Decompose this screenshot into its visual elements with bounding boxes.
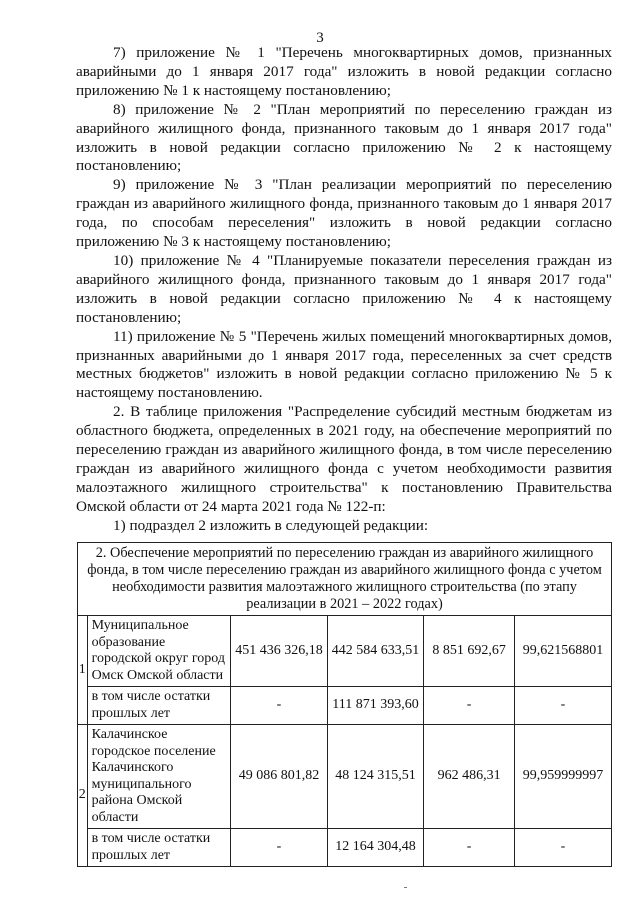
- scan-speck: [404, 887, 407, 888]
- table-row: [78, 687, 612, 725]
- table-title-row: [78, 543, 612, 616]
- value-cell: -: [424, 829, 515, 867]
- municipality-name: Муниципальное образование городской округ город Омск Омской области: [87, 616, 231, 687]
- value-cell: 442 584 633,51: [327, 616, 424, 687]
- row-number: 1: [78, 616, 88, 725]
- table-row: [78, 616, 612, 687]
- value-cell: 49 086 801,82: [231, 725, 328, 829]
- row-number: 2: [78, 725, 88, 867]
- value-cell: 962 486,31: [424, 725, 515, 829]
- subrow-name: в том числе остатки прошлых лет: [87, 687, 231, 725]
- table-row: [78, 725, 612, 829]
- paragraph-item-11: 11) приложение № 5 "Перечень жилых помещений многоквартирных домов, признанных аварийными до 1 января 2017 года, переселенных за счет средств местных бюджетов" изложить в новой редакции согласно приложению № 5 к настоящему постановлению.: [76, 327, 612, 402]
- document-body: [76, 44, 612, 536]
- paragraph-subsection-1: 1) подраздел 2 изложить в следующей редакции:: [113, 516, 429, 534]
- value-cell: 12 164 304,48: [327, 829, 424, 867]
- value-cell: 111 871 393,60: [327, 687, 424, 725]
- value-cell: 48 124 315,51: [327, 725, 424, 829]
- table-row: [78, 829, 612, 867]
- paragraph-item-9: 9) приложение № 3 "План реализации мероприятий по переселению граждан из аварийного жилищного фонда, признанного таковым до 1 января 2017 года, по способам переселения" изложить в новой редакции согласно приложению № 3 к настоящему постановлению;: [76, 176, 612, 251]
- paragraph-item-8: 8) приложение № 2 "План мероприятий по переселению граждан из аварийного жилищного фонда, признанного таковым до 1 января 2017 года" изложить в новой редакции согласно приложению № 2 к настоящему постановлению;: [76, 100, 612, 175]
- subrow-name: в том числе остатки прошлых лет: [87, 829, 231, 867]
- municipality-name: Калачинское городское поселение Калачинского муниципального района Омской области: [87, 725, 231, 829]
- paragraph-item-10: 10) приложение № 4 "Планируемые показатели переселения граждан из аварийного жилищного фонда, признанного таковым до 1 января 2017 года" изложить в новой редакции согласно приложению № 4 к настоящему постановлению;: [76, 251, 612, 326]
- value-cell: -: [424, 687, 515, 725]
- subsidy-table: [77, 542, 612, 867]
- value-cell: 8 851 692,67: [424, 616, 515, 687]
- paragraph-section-2: 2. В таблице приложения "Распределение субсидий местным бюджетам из областного бюджета, определенных в 2021 году, на обеспечение мероприятий по переселению граждан из аварийного жилищного фонда, в том числе переселению граждан из аварийного жилищного фонда с учетом необходимости развития малоэтажного жилищного строительства" к постановлению Правительства Омской области от 24 марта 2021 года № 122-п:: [76, 403, 612, 515]
- value-cell: -: [231, 829, 328, 867]
- value-cell: -: [514, 829, 611, 867]
- value-cell: -: [231, 687, 328, 725]
- table-title: 2. Обеспечение мероприятий по переселению граждан из аварийного жилищного фонда, в том числе переселению граждан из аварийного жилищного фонда с учетом необходимости развития малоэтажного жилищного строительства (по этапу реализации в 2021 – 2022 годах): [78, 543, 612, 616]
- value-cell: 99,959999997: [514, 725, 611, 829]
- value-cell: 99,621568801: [514, 616, 611, 687]
- paragraph-item-7: 7) приложение № 1 "Перечень многоквартирных домов, признанных аварийными до 1 января 2017 года" изложить в новой редакции согласно приложению № 1 к настоящему постановлению;: [76, 44, 612, 99]
- page-number: 3: [316, 30, 324, 46]
- value-cell: 451 436 326,18: [231, 616, 328, 687]
- value-cell: -: [514, 687, 611, 725]
